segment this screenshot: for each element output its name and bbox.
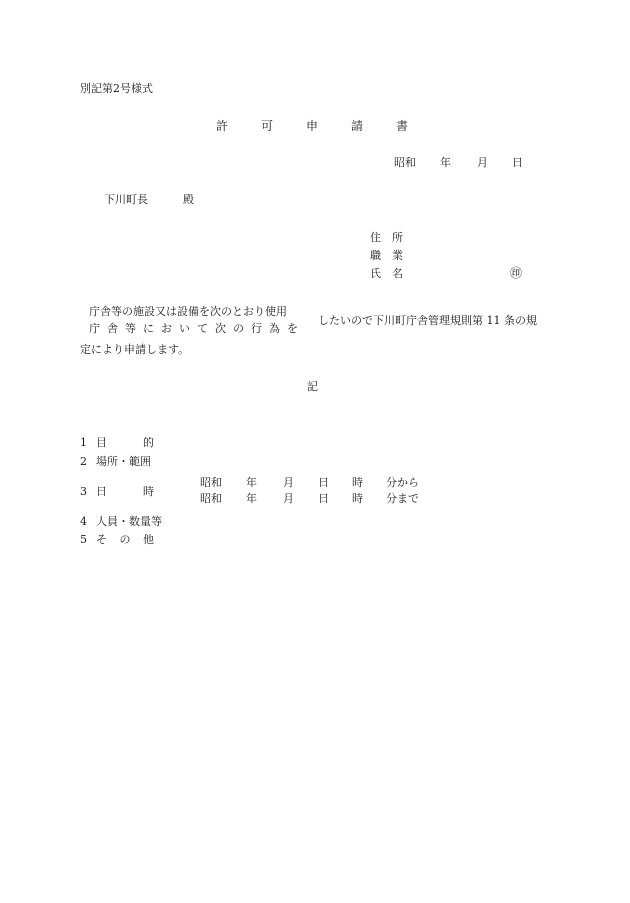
ki-heading: 記: [307, 380, 318, 393]
list-item-place: [80, 456, 151, 467]
title-char: 請: [350, 119, 363, 133]
item-label: 人員・数量等: [96, 515, 162, 528]
option-b-char: に: [143, 322, 154, 335]
date-era: 昭和: [394, 156, 416, 169]
dt-day: 日: [318, 476, 329, 489]
address-label: 住 所: [370, 231, 403, 244]
item-number: 4: [80, 515, 87, 528]
date-month: 月: [477, 156, 488, 169]
body-continuation: したいので下川町庁舎管理規則第 11 条の規: [318, 314, 537, 327]
date-day: 日: [512, 156, 523, 169]
dt-minute-to: 分まで: [386, 492, 419, 505]
title-char: 書: [395, 119, 408, 133]
list-item-quantity: [80, 516, 162, 527]
date-year: 年: [440, 156, 451, 169]
dt-year: 年: [246, 476, 257, 489]
item-number: 2: [80, 455, 87, 468]
option-b-char: の: [233, 322, 244, 335]
option-b-char: 次: [215, 322, 226, 335]
name-label: 氏 名: [370, 267, 403, 280]
seal-mark: ㊞: [510, 266, 523, 280]
item-number: 1: [80, 436, 87, 449]
body-option-b: [89, 323, 298, 334]
occupation-label: 職 業: [370, 249, 403, 262]
dt-month: 月: [283, 492, 294, 505]
form-label: 別記第2号様式: [80, 82, 153, 95]
addressee-name: 下川町長: [104, 193, 148, 206]
item-number: 3: [80, 485, 87, 498]
dt-minute-from: 分から: [386, 476, 419, 489]
list-item-other: [80, 534, 154, 545]
dt-era: 昭和: [200, 476, 222, 489]
dt-year: 年: [246, 492, 257, 505]
document-title: [216, 120, 408, 132]
dt-month: 月: [283, 476, 294, 489]
option-b-char: 為: [269, 322, 280, 335]
body-last-line: 定により申請します。: [80, 343, 190, 356]
item-label: そ の 他: [96, 533, 154, 546]
option-b-char: を: [287, 322, 298, 335]
dt-day: 日: [318, 492, 329, 505]
item-label: 場所・範囲: [96, 455, 151, 468]
item-label: 日 時: [96, 485, 154, 498]
option-b-char: て: [197, 322, 208, 335]
dt-era: 昭和: [200, 492, 222, 505]
title-char: 許: [216, 119, 229, 133]
option-b-char: お: [161, 322, 172, 335]
list-item-purpose: [80, 437, 154, 448]
option-b-char: 舎: [107, 322, 118, 335]
list-item-datetime: [80, 486, 154, 497]
dt-hour: 時: [352, 476, 363, 489]
title-char: 可: [260, 119, 273, 133]
option-b-char: 行: [251, 322, 262, 335]
title-char: 申: [305, 119, 318, 133]
item-number: 5: [80, 533, 87, 546]
dt-hour: 時: [352, 492, 363, 505]
item-label: 目 的: [96, 436, 154, 449]
option-b-char: い: [179, 322, 190, 335]
addressee-honorific: 殿: [183, 193, 194, 206]
body-option-a: 庁舎等の施設又は設備を次のとおり使用: [89, 305, 287, 318]
option-b-char: 庁: [89, 322, 100, 335]
option-b-char: 等: [125, 322, 136, 335]
